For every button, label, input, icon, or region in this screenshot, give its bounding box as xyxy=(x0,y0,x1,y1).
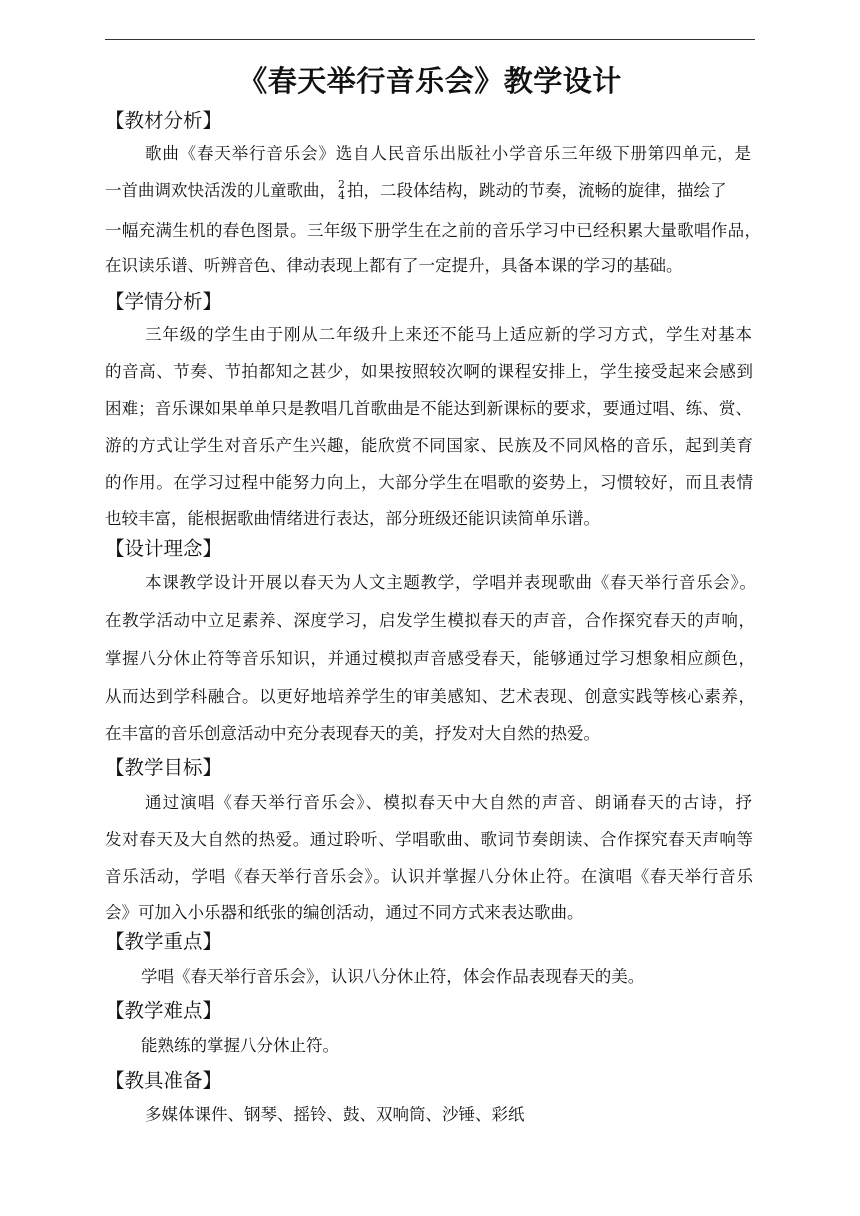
paragraph-line: 游的方式让学生对音乐产生兴趣，能欣赏不同国家、民族及不同风格的音乐，起到美育 xyxy=(105,436,753,455)
paragraph-line: 三年级的学生由于刚从二年级升上来还不能马上适应新的学习方式，学生对基本 xyxy=(145,325,752,344)
paragraph-line: 多媒体课件、钢琴、摇铃、鼓、双响筒、沙锤、彩纸 xyxy=(145,1105,525,1124)
paragraph-line: 也较丰富，能根据歌曲情绪进行表达，部分班级还能识读简单乐谱。 xyxy=(105,509,600,528)
time-signature-denominator: 4 xyxy=(338,188,345,202)
heading-teaching-goals: 【教学目标】 xyxy=(105,756,223,779)
heading-material-analysis: 【教材分析】 xyxy=(105,109,223,132)
paragraph-line: 学唱《春天举行音乐会》，认识八分休止符，体会作品表现春天的美。 xyxy=(141,967,645,986)
paragraph-line: 音乐活动，学唱《春天举行音乐会》。认识并掌握八分休止符。在演唱《春天举行音乐 xyxy=(105,867,753,886)
paragraph-line: 在教学活动中立足素养、深度学习，启发学生模拟春天的声音，合作探究春天的声响， xyxy=(105,611,755,630)
time-signature xyxy=(338,179,345,201)
document-title: 《春天举行音乐会》教学设计 xyxy=(238,64,622,98)
paragraph-line: 从而达到学科融合。以更好地培养学生的审美感知、艺术表现、创意实践等核心素养， xyxy=(105,687,755,706)
paragraph-line: 的作用。在学习过程中能努力向上，大部分学生在唱歌的姿势上，习惯较好，而且表情 xyxy=(105,473,753,492)
heading-key-points: 【教学重点】 xyxy=(105,930,223,953)
paragraph-fragment: 拍，二段体结构，跳动的节奏，流畅的旋律，描绘了 xyxy=(347,181,727,200)
heading-design-concept: 【设计理念】 xyxy=(105,537,223,560)
paragraph-line: 困难；音乐课如果单单只是教唱几首歌曲是不能达到新课标的要求，要通过唱、练、赏、 xyxy=(105,399,752,418)
paragraph-line: 能熟练的掌握八分休止符。 xyxy=(141,1036,339,1055)
paragraph-line: 歌曲《春天举行音乐会》选自人民音乐出版社小学音乐三年级下册第四单元，是 xyxy=(145,144,751,163)
paragraph-fragment: 一首曲调欢快活泼的儿童歌曲， xyxy=(105,181,336,200)
heading-student-analysis: 【学情分析】 xyxy=(105,290,223,313)
paragraph-line: 本课教学设计开展以春天为人文主题教学，学唱并表现歌曲《春天举行音乐会》。 xyxy=(145,573,756,592)
paragraph-line: 在丰富的音乐创意活动中充分表现春天的美，抒发对大自然的热爱。 xyxy=(105,724,600,743)
header-rule xyxy=(105,39,755,40)
paragraph-line: 掌握八分休止符等音乐知识，并通过模拟声音感受春天，能够通过学习想象相应颜色， xyxy=(105,649,755,668)
paragraph-line xyxy=(105,177,727,203)
paragraph-line: 在识读乐谱、听辨音色、律动表现上都有了一定提升，具备本课的学习的基础。 xyxy=(105,256,683,275)
paragraph-line: 发对春天及大自然的热爱。通过聆听、学唱歌曲、歌词节奏朗读、合作探究春天声响等 xyxy=(105,830,753,849)
paragraph-line: 通过演唱《春天举行音乐会》、模拟春天中大自然的声音、朗诵春天的古诗，抒 xyxy=(145,793,752,812)
paragraph-line: 一幅充满生机的春色图景。三年级下册学生在之前的音乐学习中已经积累大量歌唱作品， xyxy=(105,221,761,240)
paragraph-line: 会》可加入小乐器和纸张的编创活动，通过不同方式来表达歌曲。 xyxy=(105,903,584,922)
time-signature-numerator: 2 xyxy=(338,177,345,191)
heading-difficulties: 【教学难点】 xyxy=(105,999,223,1022)
heading-teaching-materials: 【教具准备】 xyxy=(105,1069,223,1092)
paragraph-line: 的音高、节奏、节拍都知之甚少，如果按照较次啊的课程安排上，学生接受起来会感到 xyxy=(105,362,753,381)
